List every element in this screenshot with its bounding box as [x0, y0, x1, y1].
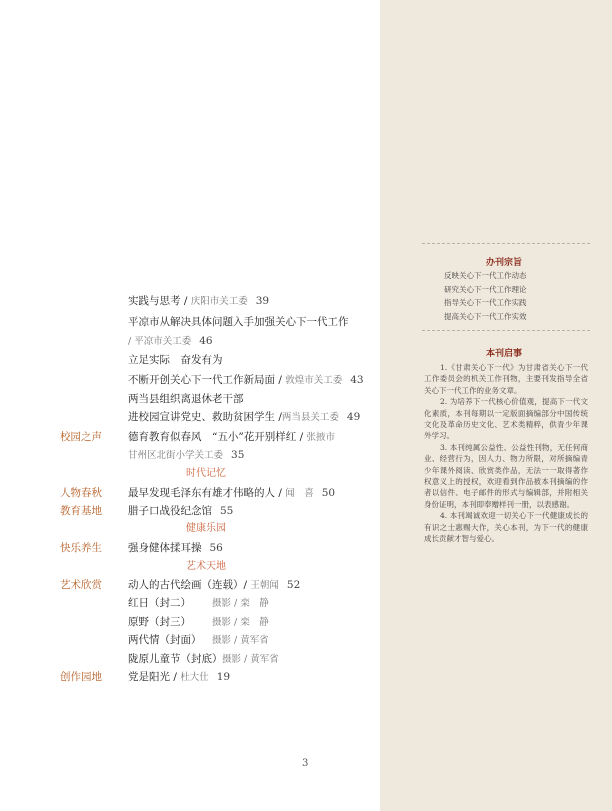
toc-entry[interactable] [128, 448, 244, 463]
toc-title: 腊子口战役纪念馆 [128, 505, 212, 517]
notice-paragraph: 1.《甘肃关心下一代》为甘肃省关心下一代工作委员会的机关工作刊物，主要刊发指导全省关心下一代工作的业务文章。 [424, 363, 588, 395]
divider [422, 330, 590, 331]
toc-entry[interactable] [128, 596, 191, 610]
toc-source: / 平凉市关工委 [128, 336, 192, 347]
toc-source: 敦煌市关工委 [285, 375, 343, 386]
toc-page: 46 [199, 335, 213, 347]
aim-item: 研究关心下一代工作理论 [444, 285, 527, 294]
toc-entry[interactable] [128, 294, 269, 309]
toc-title: 原野（封三） [128, 616, 191, 628]
toc-title: 平凉市从解决具体问题入手加强关心下一代工作 [128, 316, 349, 328]
toc-entry[interactable] [128, 373, 364, 388]
notice-body [424, 362, 588, 545]
photo-credit: 摄影 / 栾 静 [212, 617, 269, 628]
toc-entry[interactable] [128, 430, 335, 445]
aim-item: 反映关心下一代工作动态 [444, 271, 527, 280]
toc-entry[interactable] [128, 353, 223, 367]
toc-title: 不断开创关心下一代工作新局面 / [128, 374, 282, 386]
category-label: 艺术欣赏 [60, 579, 102, 591]
toc-entry[interactable] [128, 615, 191, 629]
toc-title: 动人的古代绘画（连载）/ [128, 579, 248, 591]
section-heading: 健康乐园 [186, 523, 226, 534]
toc-title: 德育教育似春风 “五小”花开别样红 / [128, 431, 304, 443]
photo-credit: 摄影 / 黄军省 [222, 654, 279, 665]
photo-credit: 摄影 / 黄军省 [212, 635, 269, 646]
toc-entry[interactable] [128, 315, 349, 329]
aim-item: 提高关心下一代工作实效 [444, 312, 527, 321]
category-label: 创作园地 [60, 671, 102, 683]
notice-paragraph: 3. 本刊纯属公益性、公益性刊物，无任何商业、经营行为，因人力、物力所限，对所摘编青少年课外阅读、欣赏类作品，无法一一取得著作权意义上的授权，欢迎看到作品被本刊摘编的作者以信件、电子邮件的形式与编辑部，并附相关身份证明，本刊即奉赠样刊一册，以表感谢。 [424, 442, 588, 509]
toc-page: 52 [286, 579, 301, 591]
aims-title: 办刊宗旨 [486, 258, 523, 268]
category-label: 快乐养生 [60, 542, 102, 554]
toc-source: 闻 喜 [285, 488, 314, 499]
toc-title: 最早发现毛泽东有雄才伟略的人 / [128, 487, 282, 499]
toc-title: 两当县组织离退休老干部 [128, 393, 244, 405]
aim-item: 指导关心下一代工作实践 [444, 298, 527, 307]
notice-title: 本刊启事 [486, 349, 523, 359]
toc-page: 39 [255, 295, 270, 307]
page-number: 3 [302, 758, 309, 769]
toc-title: 党是阳光 / [128, 671, 177, 683]
category-label: 人物春秋 [60, 487, 102, 499]
toc-page: 19 [216, 671, 231, 683]
toc-source: 王朝闻 [250, 580, 279, 591]
toc-entry[interactable] [128, 504, 233, 518]
notice-paragraph: 2. 为培养下一代核心价值观，提高下一代文化素质，本刊每期以一定版面摘编部分中国传统文化及革命历史文化、艺术类精粹，供青少年课外学习。 [424, 397, 588, 441]
toc-title: 进校园宣讲党史、救助贫困学生 / [128, 411, 282, 423]
toc-page: 56 [209, 542, 223, 554]
toc-source: 张掖市 [306, 432, 335, 443]
toc-page: 35 [231, 449, 245, 461]
toc-source: 杜大仕 [180, 672, 209, 683]
toc-title: 红日（封二） [128, 597, 191, 609]
toc-source: 两当县关工委 [281, 412, 339, 423]
toc-entry[interactable] [128, 392, 244, 406]
toc-title: 陇原儿童节（封底） [128, 653, 223, 665]
toc-title: 立足实际 奋发有为 [128, 354, 223, 366]
toc-entry[interactable] [128, 633, 202, 647]
divider [422, 243, 590, 244]
toc-entry[interactable] [128, 486, 335, 501]
toc-title: 强身健体揉耳操 [128, 542, 202, 554]
toc-entry[interactable] [128, 410, 360, 425]
toc-entry[interactable] [128, 670, 230, 685]
notice-paragraph: 4. 本刊竭诚欢迎一切关心下一代健康成长的有识之士惠赐大作，关心本刊，为下一代的健康成长贡献才智与爱心。 [424, 511, 588, 544]
toc-entry[interactable] [128, 541, 223, 555]
toc-entry[interactable] [128, 652, 223, 666]
section-heading: 艺术天地 [186, 561, 226, 572]
category-label: 教育基地 [60, 505, 102, 517]
photo-credit: 摄影 / 栾 静 [212, 598, 269, 609]
category-label: 校园之声 [60, 431, 102, 443]
toc-title: 两代情（封面） [128, 634, 202, 646]
toc-source: 甘州区北街小学关工委 [128, 450, 224, 461]
toc-title: 实践与思考 / [128, 295, 188, 307]
toc-page: 43 [350, 374, 364, 386]
toc-entry[interactable] [128, 578, 300, 593]
section-heading: 时代记忆 [186, 468, 226, 479]
toc-page: 55 [220, 505, 234, 517]
toc-page: 50 [321, 487, 336, 499]
toc-entry[interactable] [128, 334, 213, 349]
toc-page: 49 [346, 411, 361, 423]
toc-source: 庆阳市关工委 [190, 296, 248, 307]
